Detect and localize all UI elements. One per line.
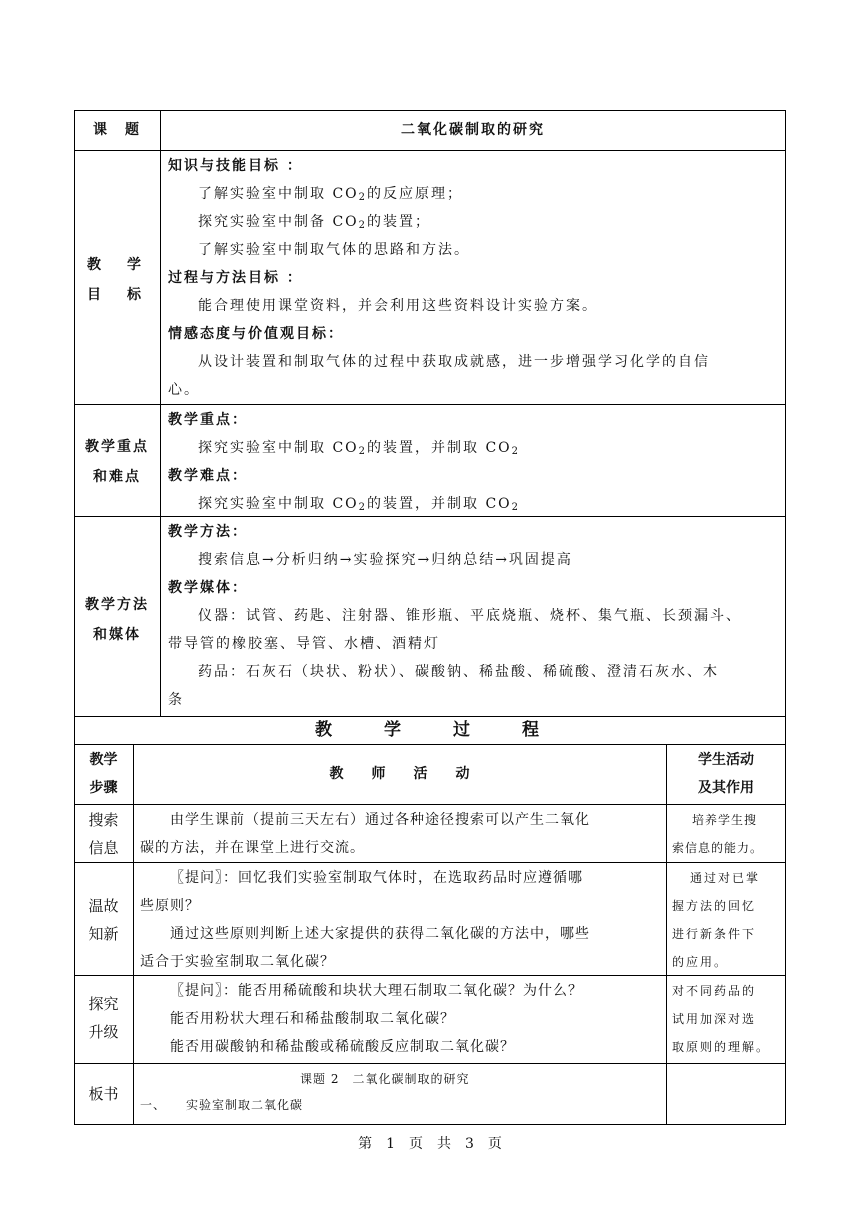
knowledge-title: 知识与技能目标 ：: [168, 158, 303, 174]
goals-label: 教 学 目 标: [87, 257, 147, 303]
col-step-header: 教学 步骤: [89, 752, 118, 796]
teacher-board: 课题 2 二氧化碳制取的研究 一、 实验室制取二氧化碳: [140, 1072, 470, 1112]
reagents-item: 药品：石灰石（块状、粉状）、碳酸钠、稀盐酸、稀硫酸、澄清石灰水、木: [198, 664, 719, 680]
methods-content: [168, 518, 780, 714]
key-item: 探究实验室中制取 $CO_2$的装置，并制取 $CO_2$: [198, 440, 521, 457]
topic-label: 课 题: [93, 122, 141, 138]
step-board: 板书: [88, 1085, 119, 1103]
goals-content: [168, 152, 780, 404]
keypoints-label: 教学重点 和难点: [85, 439, 149, 485]
difficulty-item: 探究实验室中制取 $CO_2$的装置，并制取 $CO_2$: [198, 496, 521, 513]
knowledge-item-2: 探究实验室中制备 $CO_2$的装置；: [198, 214, 432, 231]
media-title: 教学媒体：: [168, 580, 248, 596]
keypoints-content: [168, 406, 780, 518]
step-review: 温故 知新: [88, 897, 119, 943]
col-student-header: 学生活动 及其作用: [698, 752, 754, 796]
attitude-title: 情感态度与价值观目标：: [168, 326, 344, 342]
instruments-item: 仪器：试管、药匙、注射器、锥形瓶、平底烧瓶、烧杯、集气瓶、长颈漏斗、: [198, 608, 742, 624]
page-footer: 第 1 页 共 3 页: [358, 1136, 502, 1152]
step-search: 搜索 信息: [88, 811, 119, 857]
key-title: 教学重点：: [168, 412, 248, 428]
topic-value: 二氧化碳制取的研究: [401, 122, 545, 138]
teacher-explore: 〖提问〗：能否用稀硫酸和块状大理石制取二氧化碳？为什么？ 能否用粉状大理石和稀盐酸制取二氧化碳？ 能否用碳酸钠和稀盐酸或稀硫酸反应制取二氧化碳？: [170, 983, 583, 1055]
student-review: 通过对已掌 握方法的回忆 进行新条件下 的应用。: [672, 871, 761, 969]
student-explore: 对不同药品的 试用加深对选 取原则的理解。: [672, 984, 771, 1054]
attitude-item: 从设计装置和制取气体的过程中获取成就感，进一步增强学习化学的自信: [198, 354, 710, 370]
teacher-search: 由学生课前（提前三天左右）通过各种途径搜索可以产生二氧化 碳的方法，并在课堂上进行交流。: [140, 812, 590, 856]
attitude-item-cont: 心。: [168, 382, 200, 398]
knowledge-item-1: 了解实验室中制取 $CO_2$的反应原理；: [198, 186, 464, 203]
knowledge-item-3: 了解实验室中制取气体的思路和方法。: [198, 242, 470, 258]
step-explore: 探究 升级: [88, 995, 119, 1041]
reagents-item-cont: 条: [168, 692, 184, 708]
instruments-item-cont: 带导管的橡胶塞、导管、水槽、酒精灯: [168, 636, 440, 652]
student-search: 培养学生搜 索信息的能力。: [672, 813, 764, 855]
method-item: 搜索信息→分析归纳→实验探究→归纳总结→巩固提高: [198, 552, 573, 568]
method-title: 教学方法：: [168, 524, 248, 540]
teacher-review: 〖提问〗：回忆我们实验室制取气体时，在选取药品时应遵循哪 些原则？ 通过这些原则判断上述大家提供的获得二氧化碳的方法中，哪些 适合于实验室制取二氧化碳？: [140, 870, 590, 970]
process-header: 教 学 过 程: [315, 720, 545, 740]
process-item: 能合理使用课堂资料，并会利用这些资料设计实验方案。: [198, 298, 598, 314]
col-teacher-header: 教 师 活 动: [329, 766, 470, 782]
process-title: 过程与方法目标 ：: [168, 270, 303, 286]
methods-label: 教学方法 和媒体: [85, 597, 149, 643]
difficulty-title: 教学难点：: [168, 468, 248, 484]
